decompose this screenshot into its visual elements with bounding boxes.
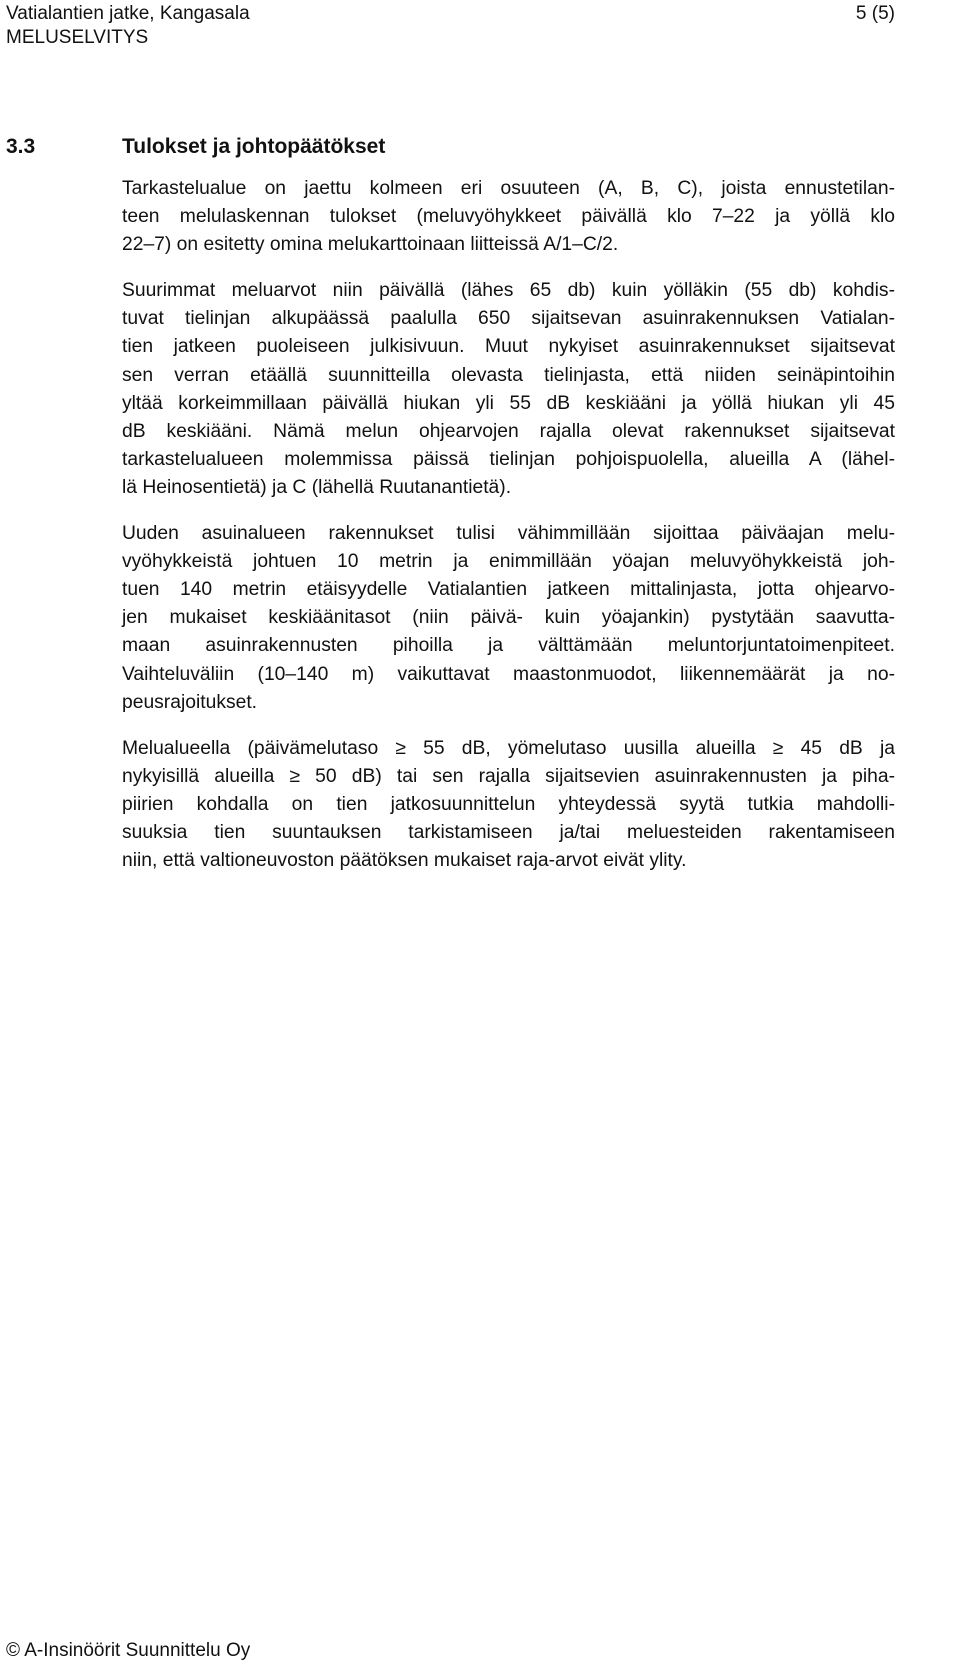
section-title: Tulokset ja johtopäätökset — [122, 135, 386, 158]
text-line: nykyisillä alueilla ≥ 50 dB) tai sen rajalla sijaitsevien asuinrakennusten ja piha- — [122, 765, 895, 787]
text-line: tuvat tielinjan alkupäässä paalulla 650 sijaitsevan asuinrakennuksen Vatialan- — [122, 308, 895, 330]
text-line: Uuden asuinalueen rakennukset tulisi vähimmillään sijoittaa päiväajan melu- — [122, 523, 895, 545]
document-type: MELUSELVITYS — [6, 27, 149, 48]
text-line: niin, että valtioneuvoston päätöksen mukaiset raja-arvot eivät ylity. — [122, 850, 687, 872]
text-line: Melualueella (päivämelutaso ≥ 55 dB, yömelutaso uusilla alueilla ≥ 45 dB ja — [122, 737, 895, 759]
text-line: peusrajoitukset. — [122, 691, 258, 713]
text-line: Suurimmat meluarvot niin päivällä (lähes 65 db) kuin yölläkin (55 db) kohdis- — [122, 280, 895, 302]
page-number: 5 (5) — [855, 3, 895, 24]
text-line: lä Heinosentietä) ja C (lähellä Ruutanantietä). — [122, 476, 512, 498]
text-line: tien jatkeen puoleiseen julkisivuun. Muut nykyiset asuinrakennukset sijaitsevat — [122, 336, 895, 358]
paragraph — [122, 520, 895, 717]
text-line: maan asuinrakennusten pihoilla ja välttämään meluntorjuntatoimenpiteet. — [122, 635, 895, 657]
section-heading — [6, 134, 385, 160]
text-line: sen verran etäällä suunnitteilla olevasta tielinjasta, että niiden seinäpintoihin — [122, 364, 895, 386]
paragraph — [122, 277, 895, 502]
text-line: tuen 140 metrin etäisyydelle Vatialantien jatkeen mittalinjasta, jotta ohjearvo- — [122, 579, 895, 601]
text-line: tarkastelualueen molemmissa päissä tielinjan pohjoispuolella, alueilla A (lähel- — [122, 448, 895, 470]
text-line: Tarkastelualue on jaettu kolmeen eri osuuteen (A, B, C), joista ennustetilan- — [122, 178, 895, 199]
body-text — [122, 175, 895, 893]
text-line: dB keskiääni. Nämä melun ohjearvojen rajalla olevat rakennukset sijaitsevat — [122, 420, 895, 442]
paragraph — [122, 175, 895, 259]
text-line: 22–7) on esitetty omina melukarttoinaan liitteissä A/1–C/2. — [122, 234, 619, 256]
text-line: vyöhykkeistä johtuen 10 metrin ja enimmillään yöajan meluvyöhykkeistä joh- — [122, 551, 895, 573]
footer-copyright: © A-Insinöörit Suunnittelu Oy — [6, 1640, 251, 1661]
text-line: jen mukaiset keskiäänitasot (niin päivä- kuin yöajankin) pystytään saavutta- — [122, 607, 895, 629]
text-line: piirien kohdalla on tien jatkosuunnittelun yhteydessä syytä tutkia mahdolli- — [122, 793, 895, 815]
text-line: yltää korkeimmillaan päivällä hiukan yli 55 dB keskiääni ja yöllä hiukan yli 45 — [122, 392, 895, 414]
paragraph — [122, 735, 895, 875]
text-line: Vaihteluväliin (10–140 m) vaikuttavat maastonmuodot, liikennemäärät ja no- — [122, 663, 895, 685]
text-line: teen melulaskennan tulokset (meluvyöhykkeet päivällä klo 7–22 ja yöllä klo — [122, 206, 895, 228]
project-title: Vatialantien jatke, Kangasala — [6, 3, 250, 24]
text-line: suuksia tien suuntauksen tarkistamiseen ja/tai meluesteiden rakentamiseen — [122, 821, 895, 843]
section-number: 3.3 — [6, 135, 36, 158]
page-header — [6, 2, 250, 50]
